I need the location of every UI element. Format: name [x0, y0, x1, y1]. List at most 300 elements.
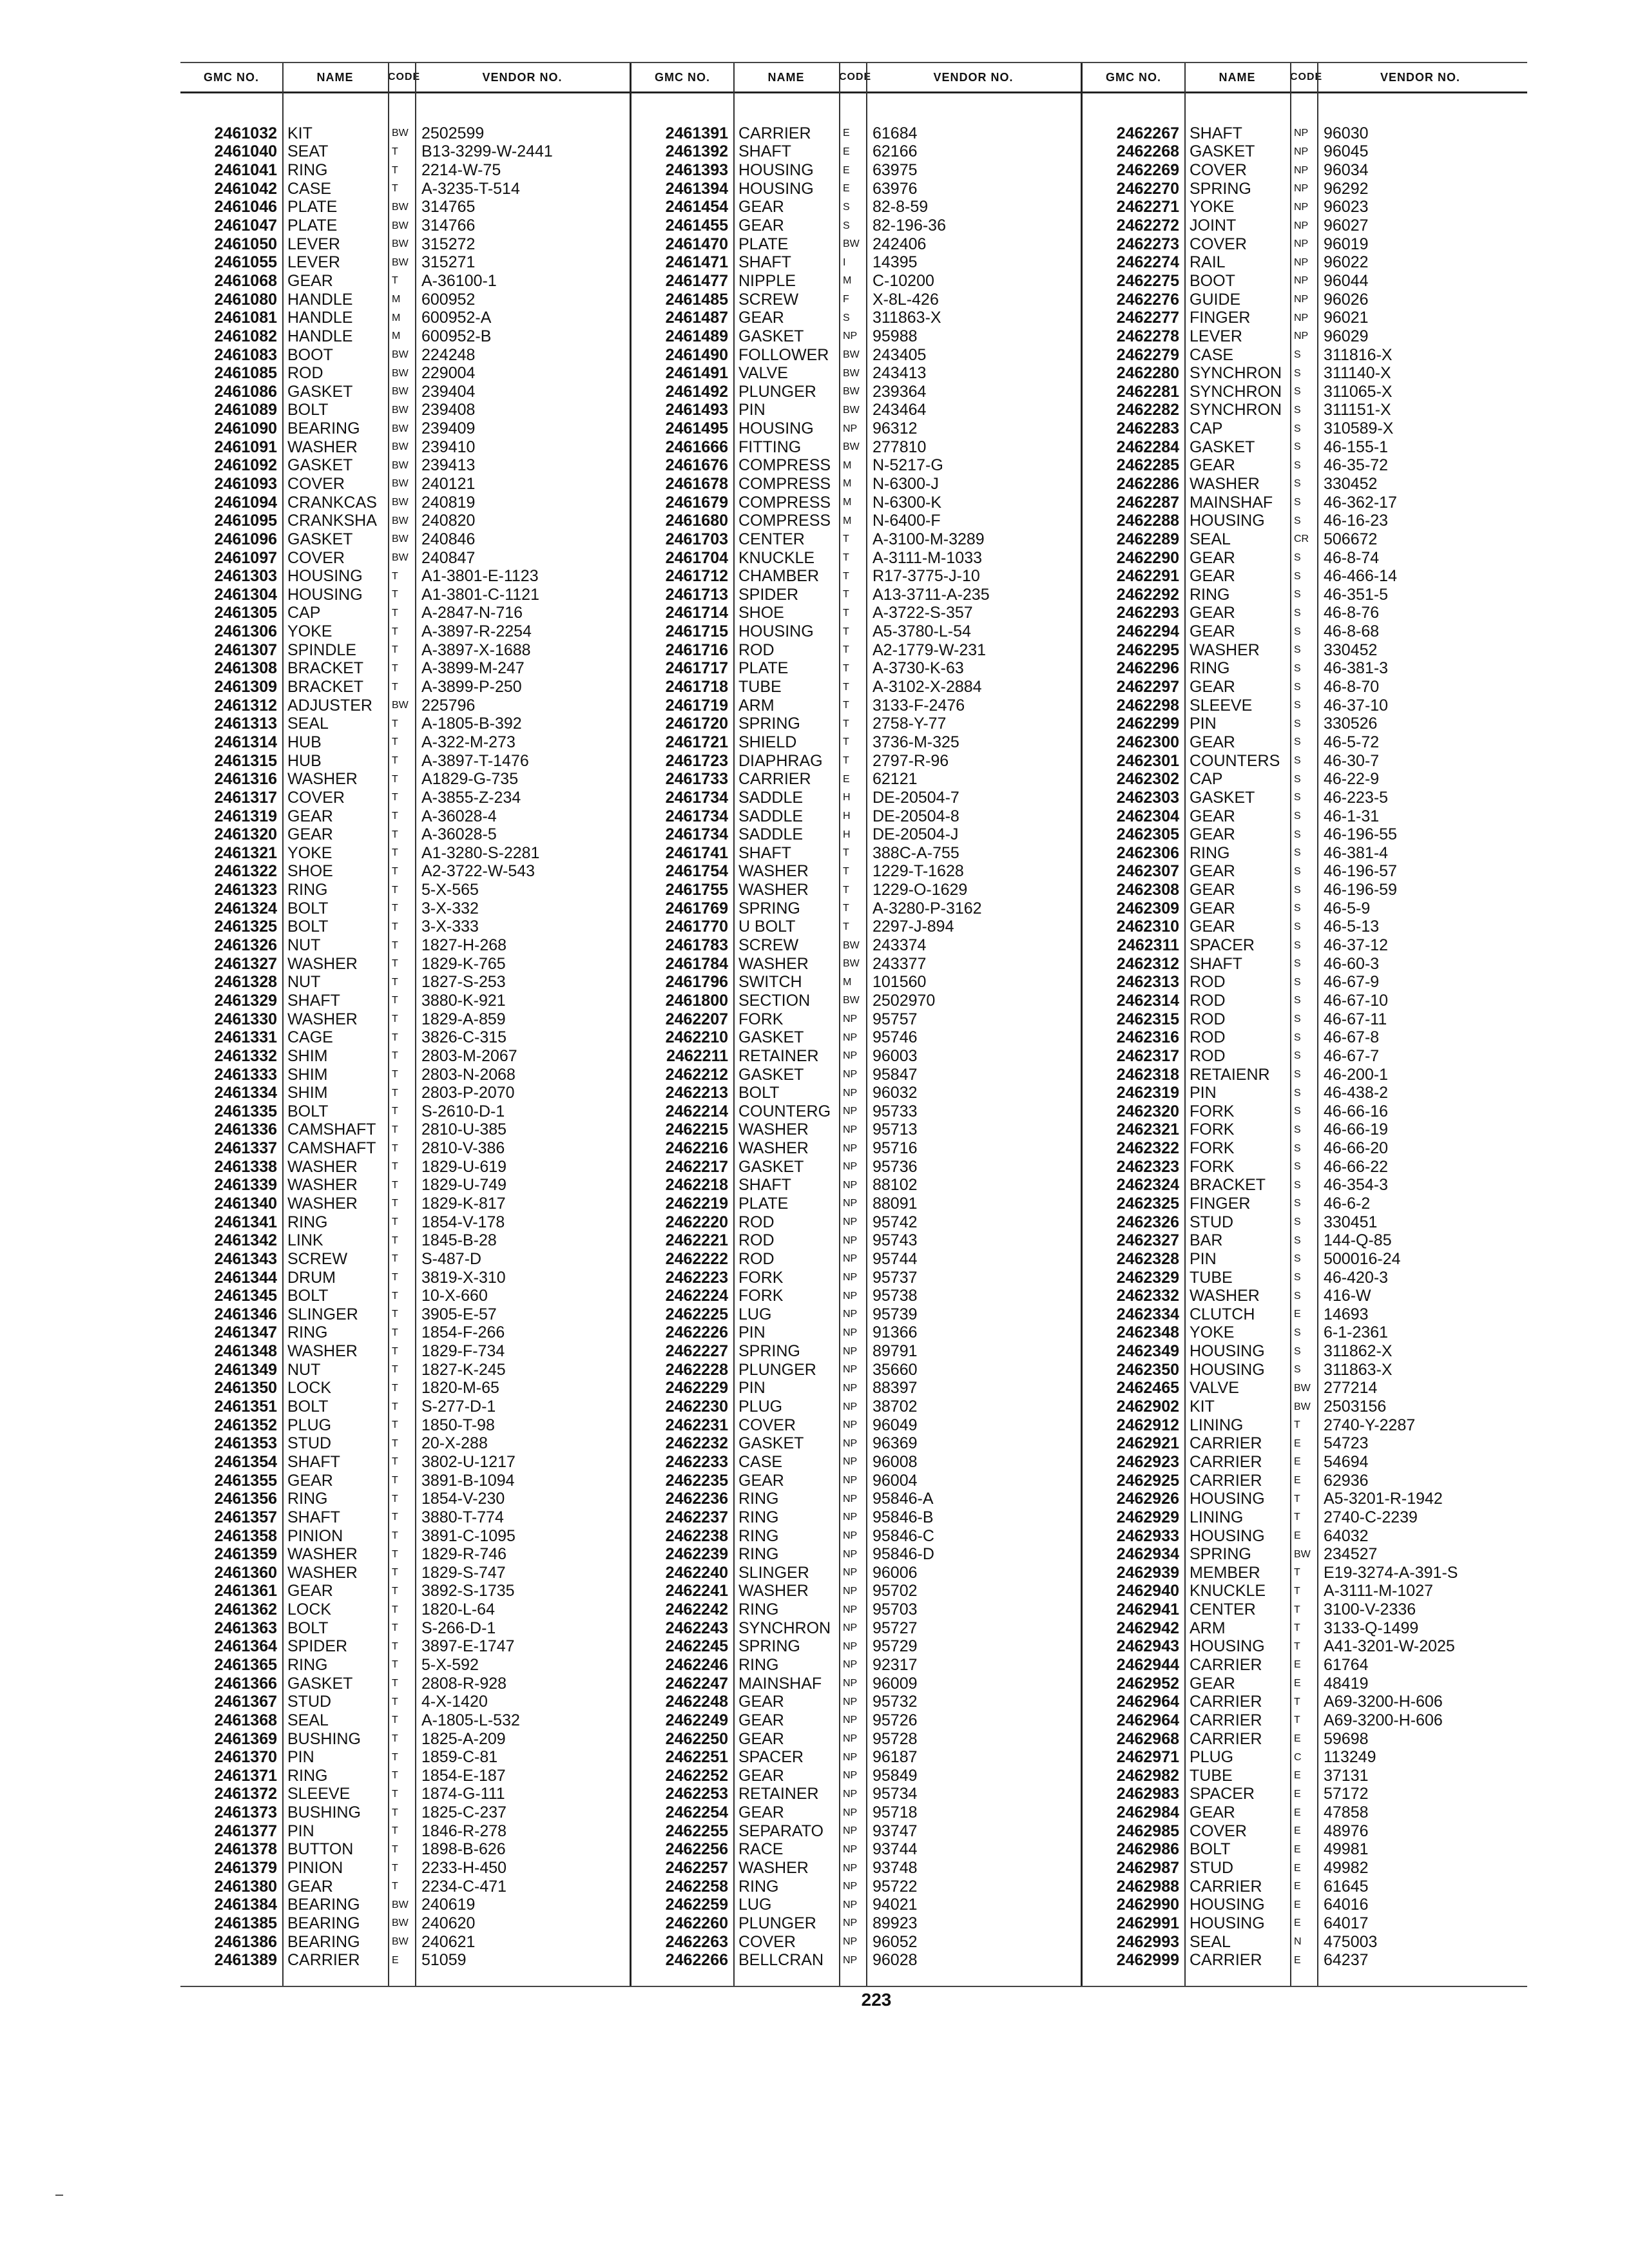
table-row: [1083, 161, 1527, 180]
name-cell: SEAL: [287, 1711, 329, 1729]
code-cell: NP: [843, 1235, 858, 1246]
gmc-no-cell: 2461720: [665, 715, 728, 733]
code-cell: NP: [843, 1068, 858, 1080]
code-cell: H: [843, 811, 851, 822]
code-cell: S: [1294, 1106, 1301, 1117]
code-cell: S: [1294, 811, 1301, 822]
code-cell: BW: [392, 533, 409, 545]
code-cell: T: [392, 1659, 398, 1671]
vendor-no-cell: 49982: [1324, 1859, 1369, 1878]
gmc-no-cell: 2461041: [214, 161, 277, 180]
name-cell: PLATE: [738, 235, 789, 253]
gmc-no-cell: 2461325: [214, 918, 277, 936]
table-row: [1083, 383, 1527, 401]
code-cell: M: [843, 497, 852, 508]
table-row: [1083, 825, 1527, 844]
table-row: [1083, 1841, 1527, 1860]
name-cell: SPIDER: [287, 1637, 348, 1656]
table-row: [180, 955, 630, 974]
gmc-no-cell: 2462295: [1116, 640, 1179, 659]
code-cell: T: [392, 1124, 398, 1135]
gmc-no-cell: 2461454: [665, 198, 728, 216]
gmc-no-cell: 2462350: [1116, 1360, 1179, 1379]
vendor-no-cell: 600952-A: [421, 309, 492, 327]
table-row: [1083, 1177, 1527, 1195]
gmc-no-cell: 2461715: [665, 622, 728, 641]
vendor-no-cell: 57172: [1324, 1785, 1369, 1803]
name-cell: FORK: [1190, 1120, 1235, 1139]
vendor-no-cell: A-3280-P-3162: [872, 899, 982, 918]
name-cell: LINING: [1190, 1416, 1244, 1434]
gmc-no-cell: 2462282: [1116, 401, 1179, 419]
table-row: [631, 936, 1081, 955]
code-cell: CR: [1294, 533, 1309, 545]
name-cell: SADDLE: [738, 788, 804, 807]
vendor-no-cell: 96030: [1324, 124, 1369, 142]
code-cell: NP: [843, 1622, 858, 1634]
vendor-no-cell: 2502970: [872, 991, 936, 1010]
name-cell: HANDLE: [287, 309, 353, 327]
name-cell: PLATE: [287, 216, 338, 235]
table-row: [180, 586, 630, 604]
code-cell: E: [1294, 1788, 1301, 1800]
code-cell: T: [392, 1364, 398, 1376]
code-cell: S: [1294, 1364, 1301, 1376]
name-cell: TUBE: [1190, 1766, 1233, 1785]
name-cell: HOUSING: [738, 419, 814, 438]
name-cell: COMPRESS: [738, 475, 831, 493]
name-cell: COMPRESS: [738, 512, 831, 530]
vendor-no-cell: 1898-B-626: [421, 1840, 506, 1859]
code-cell: T: [392, 1788, 398, 1800]
name-cell: KIT: [287, 124, 313, 142]
table-row: [631, 1859, 1081, 1878]
name-cell: RING: [1190, 659, 1230, 678]
gmc-no-cell: 2462276: [1116, 290, 1179, 309]
table-row: [180, 881, 630, 899]
table-row: [180, 1582, 630, 1601]
table-row: [1083, 1195, 1527, 1213]
table-row: [1083, 807, 1527, 826]
table-row: [1083, 235, 1527, 254]
table-row: [180, 198, 630, 217]
gmc-no-cell: 2462246: [665, 1656, 728, 1674]
gmc-no-cell: 2461322: [214, 862, 277, 881]
table-row: [631, 235, 1081, 254]
vendor-no-cell: 1827-H-268: [421, 936, 507, 955]
vendor-no-cell: 311863-X: [872, 309, 941, 327]
table-row: [1083, 678, 1527, 697]
gmc-no-cell: 2461354: [214, 1452, 277, 1471]
table-row: [180, 973, 630, 992]
code-cell: NP: [843, 1788, 858, 1800]
table-row: [1083, 512, 1527, 530]
vendor-no-cell: 1229-T-1628: [872, 862, 964, 881]
table-row: [180, 1416, 630, 1435]
vendor-no-cell: 46-67-7: [1324, 1046, 1380, 1065]
gmc-no-cell: 2461666: [665, 437, 728, 456]
gmc-no-cell: 2461315: [214, 751, 277, 770]
vendor-no-cell: 14395: [872, 253, 918, 272]
table-row: [631, 1951, 1081, 1970]
name-cell: CASE: [738, 1452, 783, 1471]
vendor-no-cell: 61645: [1324, 1877, 1369, 1896]
gmc-no-cell: 2462284: [1116, 437, 1179, 456]
vendor-no-cell: 95716: [872, 1139, 918, 1158]
gmc-no-cell: 2461326: [214, 936, 277, 955]
code-cell: S: [1294, 441, 1301, 453]
code-cell: T: [392, 644, 398, 656]
name-cell: BAR: [1190, 1231, 1223, 1250]
name-cell: YOKE: [287, 622, 333, 641]
gmc-no-cell: 2461345: [214, 1287, 277, 1305]
code-cell: S: [1294, 644, 1301, 656]
table-row: [631, 715, 1081, 734]
gmc-no-cell: 2461714: [665, 604, 728, 622]
name-cell: PIN: [738, 1323, 766, 1342]
table-row: [1083, 863, 1527, 881]
gmc-no-cell: 2462250: [665, 1729, 728, 1748]
gmc-no-cell: 2461081: [214, 309, 277, 327]
vendor-no-cell: 46-67-9: [1324, 973, 1380, 992]
gmc-no-cell: 2462260: [665, 1914, 728, 1932]
table-row: [1083, 124, 1527, 143]
table-row: [631, 530, 1081, 549]
gmc-no-cell: 2461344: [214, 1268, 277, 1287]
name-cell: WASHER: [738, 1859, 809, 1878]
table-row: [1083, 1287, 1527, 1305]
name-cell: TUBE: [1190, 1268, 1233, 1287]
gmc-no-cell: 2461316: [214, 770, 277, 789]
gmc-no-cell: 2462315: [1116, 1010, 1179, 1028]
table-row: [180, 1195, 630, 1213]
name-cell: ROD: [1190, 973, 1226, 992]
gmc-no-cell: 2462923: [1116, 1452, 1179, 1471]
gmc-no-cell: 2461329: [214, 991, 277, 1010]
name-cell: SPRING: [1190, 179, 1251, 198]
name-cell: BOLT: [287, 1102, 329, 1120]
vendor-no-cell: 2803-N-2068: [421, 1065, 516, 1084]
gmc-no-cell: 2461348: [214, 1342, 277, 1361]
name-cell: RING: [287, 881, 328, 899]
gmc-no-cell: 2462952: [1116, 1674, 1179, 1693]
table-row: [1083, 1305, 1527, 1324]
table-row: [631, 660, 1081, 678]
code-cell: BW: [392, 238, 409, 250]
gmc-no-cell: 2461095: [214, 512, 277, 530]
vendor-no-cell: 92317: [872, 1656, 918, 1674]
vendor-no-cell: 38702: [872, 1398, 918, 1416]
table-row: [631, 1527, 1081, 1546]
vendor-no-cell: 2297-J-894: [872, 918, 954, 936]
code-cell: E: [843, 164, 850, 176]
table-row: [180, 1361, 630, 1379]
gmc-no-cell: 2462999: [1116, 1951, 1179, 1970]
gmc-no-cell: 2462225: [665, 1305, 728, 1323]
vendor-no-cell: 64032: [1324, 1526, 1369, 1545]
code-cell: NP: [1294, 201, 1309, 213]
code-cell: T: [392, 958, 398, 970]
name-cell: SECTION: [738, 991, 811, 1010]
name-cell: LUG: [738, 1896, 772, 1914]
vendor-no-cell: 3891-B-1094: [421, 1471, 515, 1490]
gmc-no-cell: 2462929: [1116, 1508, 1179, 1526]
name-cell: ARM: [1190, 1619, 1226, 1637]
vendor-no-cell: 1827-S-253: [421, 973, 506, 992]
table-row: [631, 955, 1081, 974]
gmc-no-cell: 2462921: [1116, 1434, 1179, 1453]
table-row: [631, 180, 1081, 198]
table-row: [180, 1305, 630, 1324]
gmc-no-cell: 2462332: [1116, 1287, 1179, 1305]
code-cell: S: [1294, 1142, 1301, 1154]
table-row: [631, 1545, 1081, 1564]
name-cell: RING: [287, 1656, 328, 1674]
code-cell: E: [1294, 1807, 1301, 1818]
gmc-no-cell: 2461351: [214, 1398, 277, 1416]
vendor-no-cell: 96008: [872, 1452, 918, 1471]
gmc-no-cell: 2462221: [665, 1231, 728, 1250]
table-row: [1083, 586, 1527, 604]
name-cell: RING: [738, 1508, 779, 1526]
name-cell: GEAR: [738, 216, 784, 235]
gmc-no-cell: 2462303: [1116, 788, 1179, 807]
vendor-no-cell: 95718: [872, 1803, 918, 1822]
table-row: [631, 1711, 1081, 1730]
gmc-no-cell: 2462944: [1116, 1656, 1179, 1674]
table-row: [631, 124, 1081, 143]
vendor-no-cell: 64016: [1324, 1896, 1369, 1914]
table-row: [180, 1822, 630, 1841]
name-cell: BEARING: [287, 1932, 360, 1951]
vendor-no-cell: 95703: [872, 1600, 918, 1619]
vendor-no-cell: 101560: [872, 973, 927, 992]
code-cell: T: [392, 829, 398, 840]
vendor-no-cell: 311065-X: [1324, 382, 1393, 401]
code-cell: BW: [843, 349, 860, 360]
gmc-no-cell: 2461393: [665, 161, 728, 180]
table-row: [180, 143, 630, 162]
table-row: [180, 752, 630, 771]
code-cell: NP: [843, 1825, 858, 1837]
vendor-no-cell: 95734: [872, 1785, 918, 1803]
code-cell: T: [392, 736, 398, 748]
name-cell: PINION: [287, 1526, 343, 1545]
code-cell: NP: [843, 1770, 858, 1782]
gmc-no-cell: 2462292: [1116, 585, 1179, 604]
name-cell: WASHER: [738, 1582, 809, 1600]
table-row: [631, 291, 1081, 309]
vendor-no-cell: 1829-K-817: [421, 1194, 506, 1213]
table-row: [1083, 992, 1527, 1010]
code-cell: NP: [1294, 220, 1309, 231]
table-row: [180, 1730, 630, 1749]
gmc-no-cell: 2462297: [1116, 678, 1179, 697]
vendor-no-cell: 96028: [872, 1951, 918, 1970]
code-cell: T: [843, 847, 849, 859]
vendor-no-cell: 95736: [872, 1157, 918, 1176]
gmc-no-cell: 2462321: [1116, 1120, 1179, 1139]
table-row: [631, 1600, 1081, 1619]
code-cell: T: [392, 146, 398, 157]
table-row: [180, 1675, 630, 1693]
gmc-no-cell: 2461754: [665, 862, 728, 881]
code-cell: S: [1294, 718, 1301, 729]
vendor-no-cell: 388C-A-755: [872, 843, 959, 862]
table-row: [180, 1767, 630, 1785]
table-row: [1083, 844, 1527, 863]
name-cell: FORK: [1190, 1157, 1235, 1176]
vendor-no-cell: A-3111-M-1027: [1324, 1582, 1433, 1600]
code-cell: T: [843, 533, 849, 545]
name-cell: CARRIER: [1190, 1656, 1262, 1674]
gmc-no-cell: 2461380: [214, 1877, 277, 1896]
code-cell: T: [392, 662, 398, 674]
name-cell: ROD: [1190, 1028, 1226, 1047]
gmc-no-cell: 2462232: [665, 1434, 728, 1453]
vendor-no-cell: 95738: [872, 1287, 918, 1305]
table-row: [1083, 272, 1527, 291]
code-cell: T: [392, 1604, 398, 1615]
name-cell: SPRING: [1190, 1545, 1251, 1564]
code-cell: E: [843, 183, 850, 195]
code-cell: T: [843, 736, 849, 748]
code-cell: T: [392, 1032, 398, 1043]
gmc-no-cell: 2461342: [214, 1231, 277, 1250]
vendor-no-cell: 96003: [872, 1046, 918, 1065]
code-cell: S: [1294, 903, 1301, 914]
name-cell: COVER: [1190, 1821, 1247, 1840]
code-cell: T: [843, 903, 849, 914]
table-row: [180, 1748, 630, 1767]
gmc-no-cell: 2461493: [665, 401, 728, 419]
code-cell: M: [843, 515, 852, 526]
gmc-no-cell: 2462313: [1116, 973, 1179, 992]
gmc-no-cell: 2461090: [214, 419, 277, 438]
table-row: [180, 1231, 630, 1250]
vendor-no-cell: 46-60-3: [1324, 954, 1380, 973]
code-cell: BW: [392, 700, 409, 711]
vendor-no-cell: 95846-D: [872, 1545, 934, 1564]
gmc-no-cell: 2461085: [214, 364, 277, 383]
vendor-no-cell: 96312: [872, 419, 918, 438]
name-cell: RING: [738, 1526, 779, 1545]
vendor-no-cell: A1-3280-S-2281: [421, 843, 540, 862]
name-cell: GASKET: [287, 456, 353, 475]
name-cell: NUT: [287, 973, 321, 992]
vendor-no-cell: 47858: [1324, 1803, 1369, 1822]
vendor-no-cell: A-3111-M-1033: [872, 548, 982, 567]
code-cell: T: [1294, 1604, 1300, 1615]
table-row: [180, 1121, 630, 1140]
table-row: [1083, 494, 1527, 512]
name-cell: SHAFT: [287, 991, 340, 1010]
vendor-no-cell: 10-X-660: [421, 1287, 488, 1305]
table-row: [631, 641, 1081, 660]
vendor-no-cell: A-322-M-273: [421, 733, 516, 751]
gmc-no-cell: 2461676: [665, 456, 728, 475]
gmc-no-cell: 2461336: [214, 1120, 277, 1139]
gmc-no-cell: 2462273: [1116, 235, 1179, 253]
name-cell: HOUSING: [738, 161, 814, 180]
name-cell: BOOT: [287, 345, 333, 364]
gmc-no-cell: 2462219: [665, 1194, 728, 1213]
code-cell: T: [392, 903, 398, 914]
code-cell: NP: [843, 1696, 858, 1707]
table-row: [1083, 1213, 1527, 1232]
gmc-no-cell: 2462287: [1116, 493, 1179, 512]
table-row: [631, 1453, 1081, 1472]
name-cell: COVER: [1190, 161, 1247, 180]
code-cell: M: [843, 275, 852, 287]
vendor-no-cell: 2808-R-928: [421, 1674, 507, 1693]
gmc-no-cell: 2461327: [214, 954, 277, 973]
gmc-no-cell: 2461385: [214, 1914, 277, 1932]
code-cell: T: [392, 1751, 398, 1763]
code-cell: S: [1294, 1345, 1301, 1357]
table-row: [1083, 1785, 1527, 1804]
vendor-no-cell: 95849: [872, 1766, 918, 1785]
gmc-no-cell: 2461358: [214, 1526, 277, 1545]
code-cell: NP: [843, 1512, 858, 1523]
table-row: [631, 770, 1081, 789]
code-cell: T: [843, 884, 849, 896]
table-row: [631, 327, 1081, 346]
vendor-no-cell: 239409: [421, 419, 476, 438]
table-row: [180, 309, 630, 327]
vendor-no-cell: 46-466-14: [1324, 567, 1397, 586]
code-cell: E: [1294, 1843, 1301, 1855]
gmc-no-cell: 2461470: [665, 235, 728, 253]
vendor-no-cell: 46-37-12: [1324, 936, 1389, 955]
table-row: [180, 622, 630, 641]
vendor-no-cell: 506672: [1324, 530, 1378, 548]
name-cell: GEAR: [287, 271, 333, 290]
name-cell: RING: [738, 1656, 779, 1674]
gmc-no-cell: 2462327: [1116, 1231, 1179, 1250]
name-cell: CAMSHAFT: [287, 1139, 376, 1158]
name-cell: PIN: [287, 1748, 314, 1767]
gmc-no-cell: 2461364: [214, 1637, 277, 1656]
gmc-no-cell: 2461094: [214, 493, 277, 512]
code-cell: E: [1294, 1881, 1301, 1892]
vendor-no-cell: 46-66-16: [1324, 1102, 1389, 1120]
vendor-no-cell: 96034: [1324, 161, 1369, 180]
table-row: [631, 1582, 1081, 1601]
vendor-no-cell: 95757: [872, 1010, 918, 1028]
gmc-no-cell: 2462990: [1116, 1896, 1179, 1914]
table-row: [180, 1545, 630, 1564]
table-row: [180, 641, 630, 660]
gmc-no-cell: 2462247: [665, 1674, 728, 1693]
code-cell: T: [392, 1567, 398, 1579]
code-cell: E: [1294, 1456, 1301, 1468]
table-row: [180, 1711, 630, 1730]
code-cell: T: [392, 1216, 398, 1228]
table-row: [631, 825, 1081, 844]
gmc-no-cell: 2462240: [665, 1563, 728, 1582]
name-cell: GEAR: [1190, 456, 1235, 475]
table-row: [631, 1434, 1081, 1453]
table-row: [1083, 1896, 1527, 1915]
vendor-no-cell: 96027: [1324, 216, 1369, 235]
name-cell: PLUNGER: [738, 1914, 816, 1932]
name-cell: BOOT: [1190, 271, 1235, 290]
table-header: [1083, 63, 1527, 93]
name-cell: GEAR: [287, 1877, 333, 1896]
vendor-no-cell: 2740-C-2239: [1324, 1508, 1418, 1526]
name-cell: KNUCKLE: [1190, 1582, 1266, 1600]
